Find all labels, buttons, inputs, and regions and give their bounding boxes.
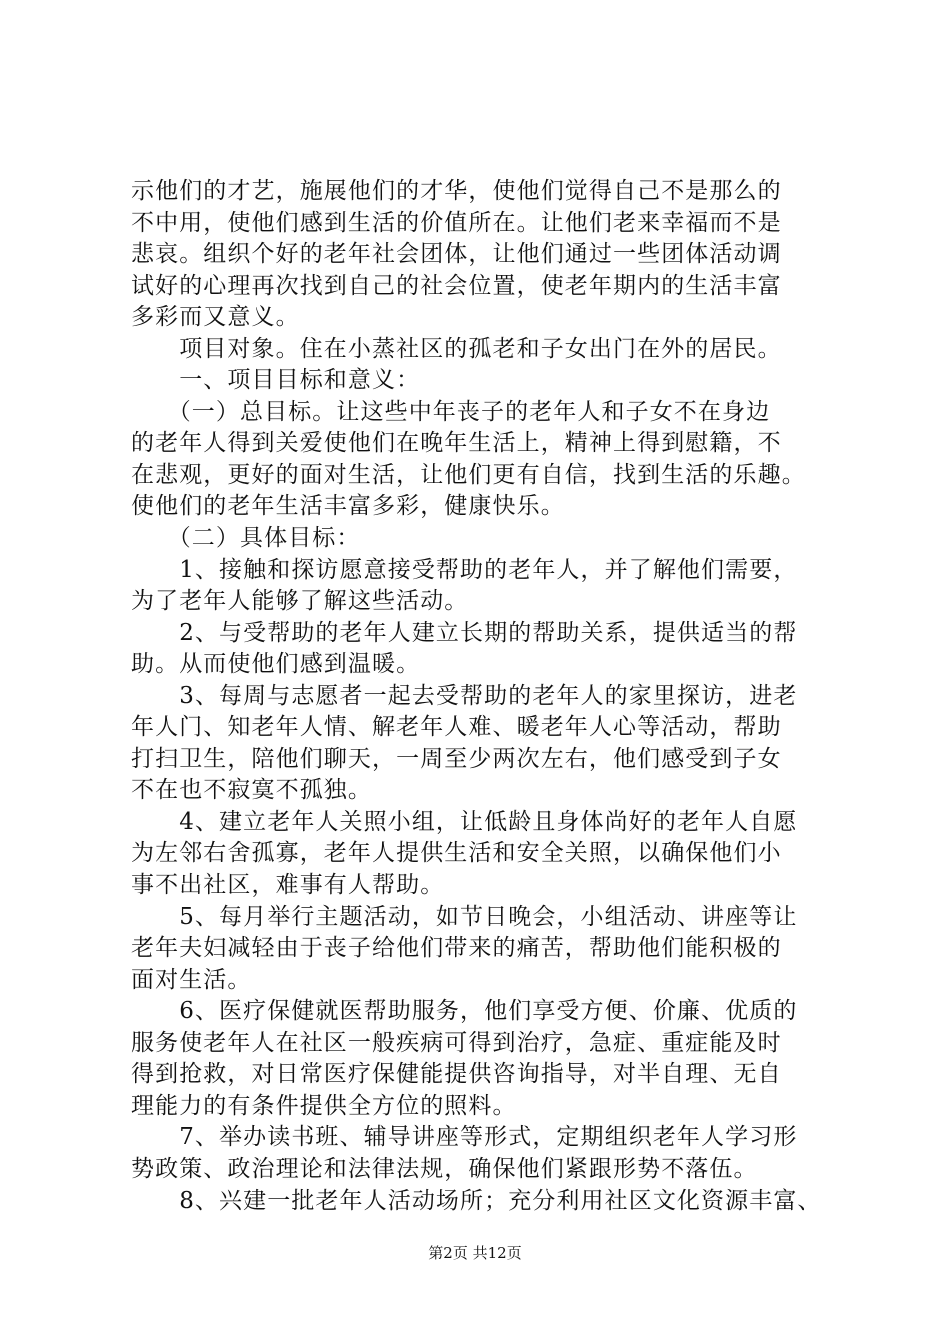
text-line: 4、建立老年人关照小组，让低龄且身体尚好的老年人自愿 — [131, 808, 798, 835]
text-line: 为了老年人能够了解这些活动。 — [131, 588, 469, 615]
text-line: 试好的心理再次找到自己的社会位置，使老年期内的生活丰富 — [131, 272, 782, 299]
text-line: 6、医疗保健就医帮助服务，他们享受方便、价廉、优质的 — [131, 998, 798, 1025]
text-line: 5、每月举行主题活动，如节日晚会，小组活动、讲座等让 — [131, 903, 798, 930]
text-line: 一、项目目标和意义： — [131, 367, 421, 394]
text-line: 打扫卫生，陪他们聊天，一周至少两次左右，他们感受到子女 — [131, 745, 782, 772]
text-line: 不中用，使他们感到生活的价值所在。让他们老来幸福而不是 — [131, 209, 782, 236]
text-line: 悲哀。组织个好的老年社会团体，让他们通过一些团体活动调 — [131, 241, 782, 268]
text-line: （二）具体目标： — [131, 525, 361, 552]
text-line: 7、举办读书班、辅导讲座等形式，定期组织老年人学习形 — [131, 1124, 798, 1151]
text-line: 为左邻右舍孤寡，老年人提供生活和安全关照，以确保他们小 — [131, 840, 782, 867]
text-line: 老年夫妇减轻由于丧子给他们带来的痛苦，帮助他们能积极的 — [131, 935, 782, 962]
text-line: 多彩而又意义。 — [131, 304, 300, 331]
text-line: 8、兴建一批老年人活动场所；充分利用社区文化资源丰富、 — [131, 1187, 822, 1214]
text-line: 项目对象。住在小蒸社区的孤老和子女出门在外的居民。 — [131, 335, 782, 362]
text-line: （一）总目标。让这些中年丧子的老年人和子女不在身边 — [131, 398, 771, 425]
body-text — [131, 176, 831, 1217]
text-line: 1、接触和探访愿意接受帮助的老年人，并了解他们需要， — [131, 556, 798, 583]
text-line: 示他们的才艺，施展他们的才华，使他们觉得自己不是那么的 — [131, 178, 782, 204]
page-footer: 第2页 共12页 — [428, 1244, 522, 1262]
text-line: 事不出社区，难事有人帮助。 — [131, 872, 445, 899]
text-line: 2、与受帮助的老年人建立长期的帮助关系，提供适当的帮 — [131, 619, 798, 646]
text-line: 得到抢救，对日常医疗保健能提供咨询指导，对半自理、无自 — [131, 1061, 782, 1088]
text-line: 助。从而使他们感到温暖。 — [131, 651, 421, 678]
text-line: 不在也不寂寞不孤独。 — [131, 777, 372, 804]
text-line: 服务使老年人在社区一般疾病可得到治疗，急症、重症能及时 — [131, 1029, 782, 1056]
text-line: 的老年人得到关爱使他们在晚年生活上，精神上得到慰籍，不 — [131, 430, 782, 457]
text-line: 在悲观，更好的面对生活，让他们更有自信，找到生活的乐趣。 — [131, 461, 806, 488]
text-line: 面对生活。 — [131, 966, 252, 993]
text-line: 理能力的有条件提供全方位的照料。 — [131, 1092, 517, 1119]
text-line: 3、每周与志愿者一起去受帮助的老年人的家里探访，进老 — [131, 682, 798, 709]
text-line: 使他们的老年生活丰富多彩，健康快乐。 — [131, 493, 565, 520]
text-line: 年人门、知老年人情、解老年人难、暖老年人心等活动，帮助 — [131, 714, 782, 741]
text-line: 势政策、政治理论和法律法规，确保他们紧跟形势不落伍。 — [131, 1155, 758, 1182]
